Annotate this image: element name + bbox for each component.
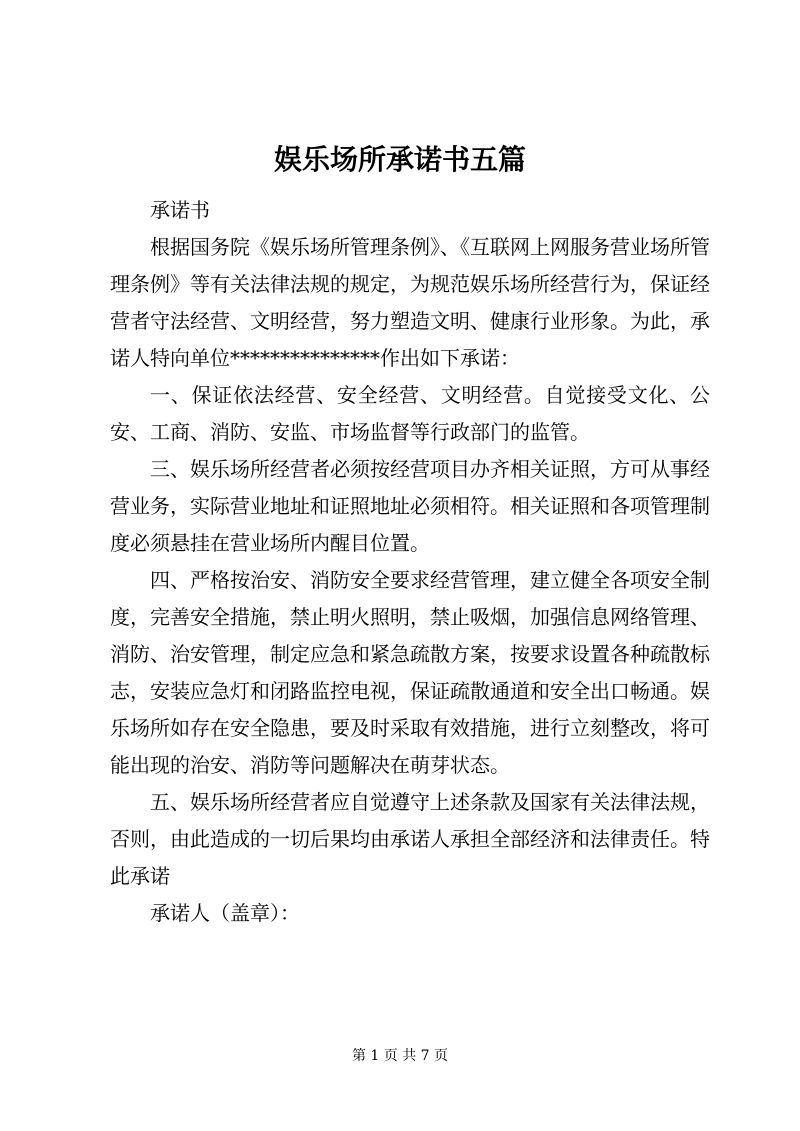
paragraph-item-5: 五、娱乐场所经营者应自觉遵守上述条款及国家有关法律法规，否则，由此造成的一切后果均由承诺人承担全部经济和法律责任。特此承诺 [110, 790, 710, 888]
signature-line: 承诺人（盖章）： [150, 901, 300, 925]
document-body [110, 192, 710, 932]
paragraph-item-1: 一、保证依法经营、安全经营、文明经营。自觉接受文化、公安、工商、消防、安监、市场监督等行政部门的监管。 [110, 383, 710, 444]
section-heading: 承诺书 [150, 198, 210, 222]
paragraph-intro: 根据国务院《娱乐场所管理条例》、《互联网上网服务营业场所管理条例》等有关法律法规的规定，为规范娱乐场所经营行为，保证经营者守法经营、文明经营，努力塑造文明、健康行业形象。为此，承诺人特向单位***************作出如下承诺： [110, 235, 710, 370]
page-number-footer: 第 1 页 共 7 页 [351, 1048, 449, 1064]
paragraph-item-3: 三、娱乐场所经营者必须按经营项目办齐相关证照，方可从事经营业务，实际营业地址和证照地址必须相符。相关证照和各项管理制度必须悬挂在营业场所内醒目位置。 [110, 457, 710, 555]
document-title: 娱乐场所承诺书五篇 [273, 143, 526, 176]
paragraph-item-4: 四、严格按治安、消防安全要求经营管理，建立健全各项安全制度，完善安全措施，禁止明火照明，禁止吸烟，加强信息网络管理、消防、治安管理，制定应急和紧急疏散方案，按要求设置各种疏散标志，安装应急灯和闭路监控电视，保证疏散通道和安全出口畅通。娱乐场所如存在安全隐患，要及时采取有效措施，进行立刻整改，将可能出现的治安、消防等问题解决在萌芽状态。 [110, 568, 710, 777]
